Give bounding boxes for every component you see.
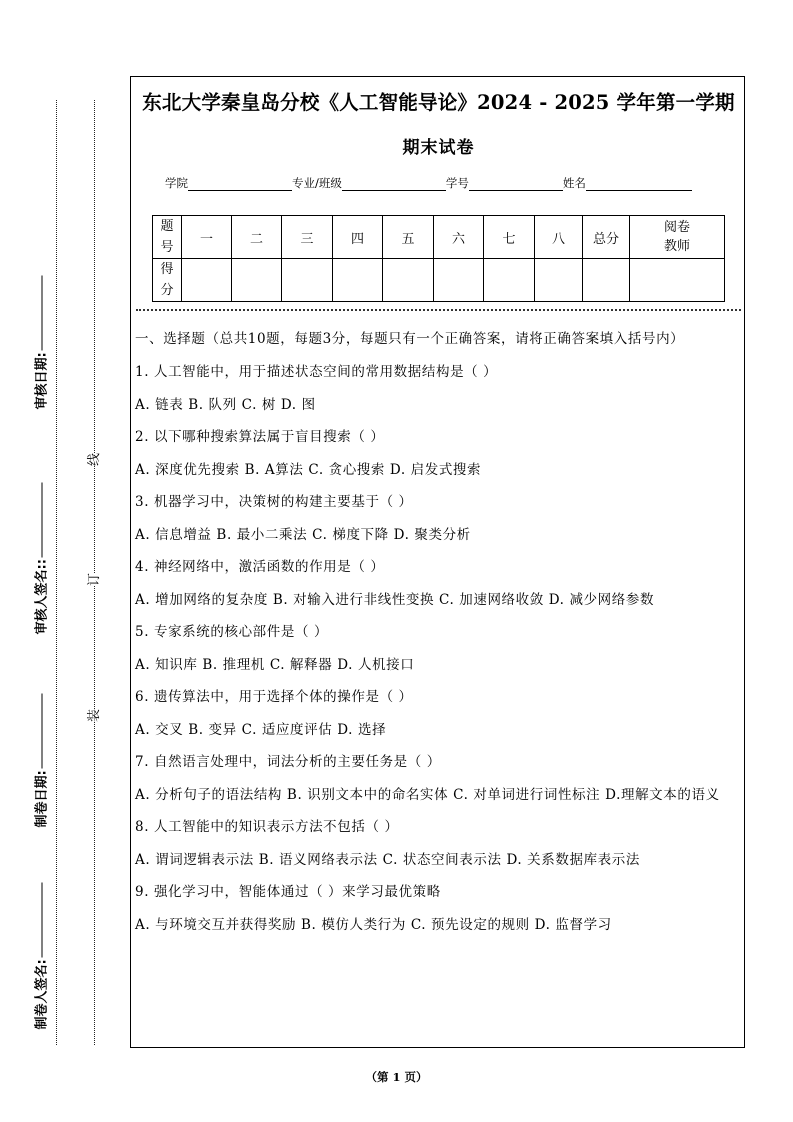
question-options: A. 链表 B. 队列 C. 树 D. 图 [135, 397, 316, 413]
score-cell[interactable] [182, 259, 232, 302]
major-class-field[interactable] [342, 178, 446, 191]
reviewer-signature-field[interactable]: 审核人签名:: [31, 475, 50, 635]
score-cell[interactable] [232, 259, 282, 302]
question-options: A. 谓词逻辑表示法 B. 语义网络表示法 C. 状态空间表示法 D. 关系数据库表示法 [135, 852, 640, 868]
score-col-2: 二 [232, 216, 282, 259]
score-table [152, 215, 725, 302]
score-col-8: 八 [535, 216, 583, 259]
prepare-date-field[interactable]: 制卷日期: [31, 668, 50, 828]
question-text: 4. 神经网络中，激活函数的作用是（ ） [135, 559, 385, 575]
question-list [135, 329, 739, 947]
review-date-field[interactable]: 审核日期: [31, 250, 50, 410]
name-label: 姓名 [562, 176, 586, 190]
score-cell[interactable] [383, 259, 434, 302]
score-cell[interactable] [583, 259, 630, 302]
question-text: 5. 专家系统的核心部件是（ ） [135, 624, 329, 640]
bind-mark-line: 线 [83, 453, 102, 466]
question-text: 3. 机器学习中，决策树的构建主要基于（ ） [135, 494, 413, 510]
score-col-grader: 阅卷 教师 [630, 216, 725, 259]
score-col-total: 总分 [583, 216, 630, 259]
score-col-5: 五 [383, 216, 434, 259]
score-cell[interactable] [630, 259, 725, 302]
question-options: A. 知识库 B. 推理机 C. 解释器 D. 人机接口 [135, 657, 415, 673]
college-field[interactable] [188, 178, 292, 191]
dotted-separator [136, 309, 741, 311]
score-col-6: 六 [434, 216, 484, 259]
question-options: A. 深度优先搜索 B. A算法 C. 贪心搜索 D. 启发式搜索 [135, 462, 482, 478]
question-options: A. 交叉 B. 变异 C. 适应度评估 D. 选择 [135, 722, 387, 738]
question-text: 9. 强化学习中，智能体通过（ ）来学习最优策略 [135, 884, 441, 900]
score-col-4: 四 [333, 216, 383, 259]
question-text: 8. 人工智能中的知识表示方法不包括（ ） [135, 819, 399, 835]
score-table-head-question: 题号 [153, 216, 182, 259]
binding-line-outer [56, 100, 57, 1045]
question-options: A. 信息增益 B. 最小二乘法 C. 梯度下降 D. 聚类分析 [135, 527, 471, 543]
student-id-label: 学号 [445, 176, 469, 190]
exam-subtitle: 期末试卷 [402, 138, 475, 158]
question-text: 2. 以下哪种搜索算法属于盲目搜索（ ） [135, 429, 385, 445]
score-cell[interactable] [333, 259, 383, 302]
question-text: 7. 自然语言处理中，词法分析的主要任务是（ ） [135, 754, 441, 770]
score-cell[interactable] [282, 259, 333, 302]
exam-title: 东北大学秦皇岛分校《人工智能导论》2024 - 2025 学年第一学期 [142, 91, 735, 114]
bind-mark-bind: 装 [83, 709, 102, 722]
name-field[interactable] [586, 178, 692, 191]
question-text: 1. 人工智能中，用于描述状态空间的常用数据结构是（ ） [135, 364, 498, 380]
question-options: A. 增加网络的复杂度 B. 对输入进行非线性变换 C. 加速网络收敛 D. 减少网络参数 [135, 592, 655, 608]
student-info-row [165, 175, 692, 191]
score-cell[interactable] [434, 259, 484, 302]
score-col-3: 三 [282, 216, 333, 259]
score-col-1: 一 [182, 216, 232, 259]
score-col-7: 七 [484, 216, 535, 259]
student-id-field[interactable] [469, 178, 563, 191]
question-options: A. 与环境交互并获得奖励 B. 模仿人类行为 C. 预先设定的规则 D. 监督学习 [135, 917, 612, 933]
score-cell[interactable] [484, 259, 535, 302]
section-heading: 一、选择题（总共10题，每题3分，每题只有一个正确答案，请将正确答案填入括号内） [135, 331, 685, 347]
question-options: A. 分析句子的语法结构 B. 识别文本中的命名实体 C. 对单词进行词性标注 D.理解文本的语义 [135, 787, 720, 803]
score-table-head-score: 得分 [153, 259, 182, 302]
page-number: （第 1 页） [365, 1070, 428, 1084]
bind-mark-staple: 订 [83, 573, 102, 586]
college-label: 学院 [165, 176, 188, 190]
exam-frame [130, 76, 745, 1048]
question-text: 6. 遗传算法中，用于选择个体的操作是（ ） [135, 689, 413, 705]
score-cell[interactable] [535, 259, 583, 302]
preparer-signature-field[interactable]: 制卷人签名: [31, 870, 50, 1030]
major-class-label: 专业/班级 [292, 176, 342, 190]
